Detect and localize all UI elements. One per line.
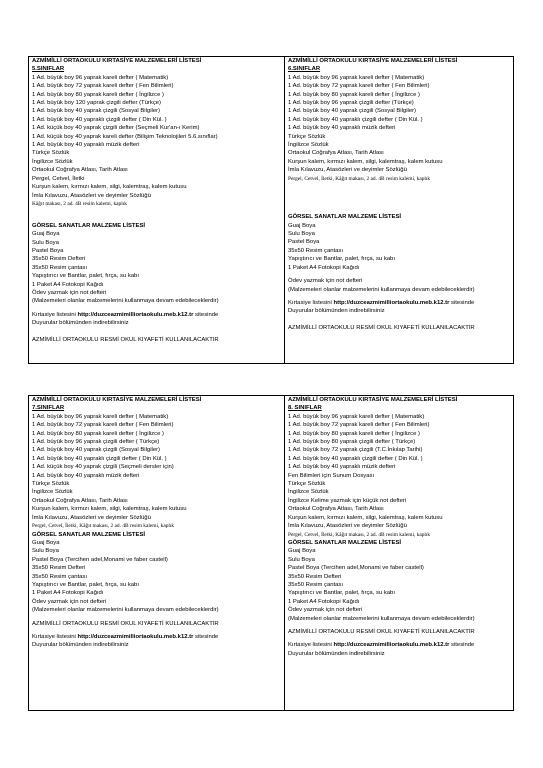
list-item: Sulu Boya bbox=[32, 548, 59, 555]
list-item: 1 Ad. büyük boy 72 yaprak kareli defter ( Fen Bilimleri) bbox=[288, 83, 430, 90]
list-item: Ortaokul Coğrafya Atlası, Tarih Atlası bbox=[32, 167, 128, 174]
supply-list bbox=[32, 413, 281, 531]
grade6-section bbox=[285, 57, 514, 333]
list-item: Pergel, Cetvel, İletki bbox=[32, 175, 85, 182]
art-title: GÖRSEL SANATLAR MALZEME LİSTESİ bbox=[32, 531, 146, 538]
list-item: 1 Ad. büyük boy 80 yaprak çizgili defter ( Türkçe) bbox=[288, 439, 416, 446]
list-item: Sulu Boya bbox=[288, 231, 315, 238]
website-link[interactable]: http://duzceazmimilliortaokulu.meb.k12.tr bbox=[333, 299, 450, 306]
list-item: 1 Ad. büyük boy 96 yaprak çizgili defter (Türkçe) bbox=[288, 100, 414, 107]
class-heading: 8. SINIFLAR bbox=[288, 405, 322, 412]
list-item: 35x50 Resim çantası bbox=[288, 581, 344, 588]
list-item: İngilizce Sözlük bbox=[288, 142, 329, 149]
list-item: Guaj Boya bbox=[32, 539, 60, 546]
list-item: 1 Ad. büyük boy 120 yaprak çizgili defter (Türkçe) bbox=[32, 100, 162, 107]
list-item: 1 Ad. büyük boy 96 yaprak kareli defter ( Matematik) bbox=[288, 413, 425, 420]
list-item: Sulu Boya bbox=[32, 239, 59, 246]
art-title: GÖRSEL SANATLAR MALZEME LİSTESİ bbox=[32, 222, 146, 229]
list-item: Pastel Boya bbox=[288, 239, 320, 246]
section-title: AZMİMİLLİ ORTAOKULU KIRTASİYE MALZEMELERİ LİSTESİ bbox=[32, 397, 202, 403]
list-item: Yapıştırıcı ve Bantlar, palet, fırça, su kabı bbox=[288, 256, 395, 263]
art-title: GÖRSEL SANATLAR MALZEME LİSTESİ bbox=[288, 214, 402, 221]
list-item: Ortaokul Coğrafya Atlası, Tarih Atlası bbox=[32, 497, 128, 504]
list-item: Kurşun kalem, kırmızı kalem, silgi, kalemtraş, kalem kutusu bbox=[288, 158, 443, 165]
list-item: 1 Ad. büyük boy 80 yaprak kareli defter ( İngilizce ) bbox=[32, 430, 164, 437]
list-item: (Malzemeleri olanlar malzemelerini kullanmaya devam edebileceklerdir) bbox=[288, 615, 475, 622]
section-title: AZMİMİLLİ ORTAOKULU KIRTASİYE MALZEMELERİ LİSTESİ bbox=[288, 397, 458, 403]
list-item: (Malzemeleri olanlar malzemelerini kullanmaya devam edebileceklerdir) bbox=[32, 298, 219, 305]
list-item: 1 Ad. büyük boy 40 yaprak çizgili (Sosyal Bilgiler) bbox=[32, 108, 161, 115]
list-item: (Malzemeleri olanlar malzemelerini kullanmaya devam edebileceklerdir) bbox=[32, 607, 219, 614]
uniform-note: AZMİMİLLİ ORTAOKULU RESMİ OKUL KIYAFETİ KULLANILACAKTIR bbox=[288, 628, 475, 635]
list-item: 1 Paket A4 Fotokopi Kağıdı bbox=[32, 590, 104, 597]
list-item: Türkçe Sözlük bbox=[32, 150, 70, 157]
section-title: AZMİMİLLİ ORTAOKULU KIRTASİYE MALZEMELERİ LİSTESİ bbox=[288, 58, 458, 64]
website-link[interactable]: http://duzceazmimilliortaokulu.meb.k12.tr bbox=[77, 311, 194, 318]
list-item: Pastel Boya (Tercihen adel,Monami ve faber castell) bbox=[288, 565, 424, 572]
list-item: 35x50 Resim çantası bbox=[288, 247, 344, 254]
list-item: 1 Ad. büyük boy 72 yaprak kareli defter ( Fen Bilimleri) bbox=[288, 422, 430, 429]
list-item: 1 Ad. büyük boy 96 yaprak kareli defter ( Matematik) bbox=[32, 74, 169, 81]
list-item: Kurşun kalem, kırmızı kalem, silgi, kalemtraş, kalem kutusu bbox=[32, 184, 187, 191]
list-item: 1 Ad. büyük boy 40 yapraklı müzik defteri bbox=[288, 464, 396, 471]
list-item: İngilizce Kelime yazmak için küçük not defteri bbox=[288, 497, 407, 504]
class-heading: 7.SINIFLAR bbox=[32, 405, 65, 412]
uniform-note: AZMİMİLLİ ORTAOKULU RESMİ OKUL KIYAFETİ KULLANILACAKTIR bbox=[288, 325, 475, 332]
list-item: Yapıştırıcı ve Bantlar, palet, fırça, su kabı bbox=[32, 273, 139, 280]
list-item: Pergel, Cetvel, İletki, Kâğıt makası, 2 ad. 4B resim kalemi, kaplık bbox=[288, 531, 431, 538]
list-item: 1 Ad. büyük boy 96 yaprak kareli defter ( Matematik) bbox=[288, 74, 425, 81]
list-item: Ödev yazmak için not defteri bbox=[32, 289, 107, 296]
art-list bbox=[288, 547, 511, 623]
list-item: Ödev yazmak için not defteri bbox=[32, 598, 107, 605]
list-item: Yapıştırıcı ve Bantlar, palet, fırça, su kabı bbox=[288, 590, 395, 597]
announcement-note: Duyurular bölümünden indirebilirsiniz bbox=[288, 650, 385, 657]
list-item: 1 Ad. büyük boy 72 yaprak kareli defter ( Fen Bilimleri) bbox=[32, 83, 174, 90]
website-link[interactable]: http://duzceazmimilliortaokulu.meb.k12.tr bbox=[333, 642, 450, 649]
list-item: Pastel Boya (Tercihen adel,Monami ve faber castell) bbox=[32, 556, 168, 563]
list-item: 1 Ad. büyük boy 40 yapraklı müzik defteri bbox=[32, 472, 140, 479]
list-item: İngilizce Sözlük bbox=[288, 489, 329, 496]
announcement-note: Duyurular bölümünden indirebilirsiniz bbox=[32, 642, 129, 649]
list-item: 1 Ad. büyük boy 40 yaprak çizgili (Sosyal Bilgiler) bbox=[32, 447, 161, 454]
list-item: (Malzemeleri olanlar malzemelerini kullanmaya devam edebileceklerdir) bbox=[288, 286, 475, 293]
list-item: Pergel, Cetvel, İletki, Kâğıt makası, 2 ad. 4B resim kalemi, kaplık bbox=[32, 523, 175, 530]
list-item: 1 Ad. küçük boy 40 yaprak çizgili (Seçmeli dersler için) bbox=[32, 464, 174, 471]
grade5-section bbox=[29, 57, 284, 344]
website-note: Kırtasiye listesini http://duzceazmimilliortaokulu.meb.k12.tr sitesinde bbox=[32, 633, 219, 640]
list-item: 1 Ad. büyük boy 96 yaprak kareli defter ( Matematik) bbox=[32, 413, 169, 420]
list-item: Ödev yazmak için not defteri bbox=[288, 607, 363, 614]
uniform-note: AZMİMİLLİ ORTAOKULU RESMİ OKUL KIYAFETİ KULLANILACAKTIR bbox=[32, 336, 219, 343]
list-item: 1 Ad. büyük boy 80 yaprak kareli defter ( İngilizce ) bbox=[288, 430, 420, 437]
art-list bbox=[32, 539, 281, 615]
art-list bbox=[32, 230, 281, 306]
list-item: İmla Kılavuzu, Atasözleri ve deyimler Sözlüğü bbox=[32, 192, 151, 199]
list-item: 1 Paket A4 Fotokopi Kağıdı bbox=[288, 598, 360, 605]
grade8-section bbox=[285, 396, 514, 658]
art-title: GÖRSEL SANATLAR MALZEME LİSTESİ bbox=[288, 539, 402, 546]
class-heading: 6.SINIFLAR bbox=[288, 66, 321, 73]
list-item: 1 Ad. büyük boy 80 yaprak kareli defter ( İngilizce ) bbox=[288, 91, 420, 98]
list-item: İngilizce Sözlük bbox=[32, 158, 73, 165]
list-item: 1 Ad. büyük boy 40 yapraklı çizgili defter ( Din Kül. ) bbox=[288, 116, 423, 123]
list-item: 1 Ad. büyük boy 80 yaprak kareli defter ( İngilizce ) bbox=[32, 91, 164, 98]
list-item: 35x50 Resim Defteri bbox=[32, 565, 86, 572]
list-item: 35x50 Resim Defteri bbox=[32, 256, 86, 263]
list-item: Sulu Boya bbox=[288, 556, 315, 563]
list-item: Türkçe Sözlük bbox=[288, 481, 326, 488]
art-list bbox=[288, 222, 511, 294]
website-note: Kırtasiye listesini http://duzceazmimilliortaokulu.meb.k12.tr sitesinde bbox=[288, 299, 475, 306]
list-item: 1 Ad. büyük boy 72 yaprak kareli defter ( Fen Bilimleri) bbox=[32, 422, 174, 429]
list-item: Ortaokul Coğrafya Atlası, Tarih Atlası bbox=[288, 506, 384, 513]
list-item: 1 Ad. büyük boy 96 yaprak çizgili defter ( Türkçe) bbox=[32, 439, 160, 446]
list-item: İmla Kılavuzu, Atasözleri ve deyimler Sözlüğü bbox=[288, 167, 407, 174]
list-item: 35x50 Resim çantası bbox=[32, 264, 88, 271]
list-item: 1 Ad. büyük boy 40 yapraklı çizgili defter ( Din Kül. ) bbox=[32, 455, 167, 462]
list-item: Ortaokul Coğrafya Atlası, Tarih Atlası bbox=[288, 150, 384, 157]
list-item: 1 Ad. büyük boy 40 yapraklı çizgili defter ( Din Kül. ) bbox=[288, 455, 423, 462]
list-item: 1 Ad. büyük boy 40 yapraklı müzik defteri bbox=[32, 142, 140, 149]
list-item: İmla Kılavuzu, Atasözleri ve deyimler Sözlüğü bbox=[288, 523, 407, 530]
list-item: Pergel, Cetvel, İletki, Kâğıt makası, 2 ad. 4B resim kalemi, kaplık bbox=[288, 175, 431, 182]
list-item: Guaj Boya bbox=[288, 222, 316, 229]
list-item: 1 Paket A4 Fotokopi Kağıdı bbox=[32, 281, 104, 288]
list-item: 1 Ad. küçük boy 40 yaprak kareli defter (Bilişim Teknolojileri 5.6.sınıflar) bbox=[32, 133, 218, 140]
list-item: Türkçe Sözlük bbox=[32, 481, 70, 488]
list-item: 1 Ad. büyük boy 72 yaprak çizgili (T.C.İnkılap Tarihi) bbox=[288, 447, 423, 454]
list-item: İngilizce Sözlük bbox=[32, 489, 73, 496]
uniform-note: AZMİMİLLİ ORTAOKULU RESMİ OKUL KIYAFETİ KULLANILACAKTIR bbox=[32, 620, 219, 627]
list-item: Ödev yazmak için not defteri bbox=[288, 278, 363, 285]
list-item: Kurşun kalem, kırmızı kalem, silgi, kalemtraş, kalem kutusu bbox=[32, 506, 187, 513]
list-item: 35x50 Resim Defteri bbox=[288, 573, 342, 580]
list-item: İmla Kılavuzu, Atasözleri ve deyimler Sözlüğü bbox=[32, 514, 151, 521]
supply-list bbox=[288, 74, 511, 183]
list-item: Guaj Boya bbox=[288, 548, 316, 555]
list-item: Kâğıt makası, 2 ad. 4B resim kalemi, kaplık bbox=[32, 200, 127, 207]
list-item: 1 Paket A4 Fotokopi Kağıdı bbox=[288, 264, 360, 271]
list-item: Kurşun kalem, kırmızı kalem, silgi, kalemtraş, kalem kutusu bbox=[288, 514, 443, 521]
list-item: 1 Ad. küçük boy 40 yaprak çizgili defter (Seçmeli Kur'an-ı Kerim) bbox=[32, 125, 200, 132]
list-item: Pastel Boya bbox=[32, 247, 64, 254]
list-item: Guaj Boya bbox=[32, 231, 60, 238]
website-link[interactable]: http://duzceazmimilliortaokulu.meb.k12.tr bbox=[77, 633, 194, 640]
list-item: 1 Ad. büyük boy 40 yaprak çizgili (Sosyal Bilgiler) bbox=[288, 108, 417, 115]
list-item: 1 Ad. büyük boy 40 yapraklı çizgili defter ( Din Kül. ) bbox=[32, 116, 167, 123]
list-item: Yapıştırıcı ve Bantlar, palet, fırça, su kabı bbox=[32, 581, 139, 588]
class-heading: 5.SINIFLAR bbox=[32, 66, 65, 73]
list-item: Türkçe Sözlük bbox=[288, 133, 326, 140]
supply-list bbox=[288, 413, 511, 539]
website-note: Kırtasiye listesini http://duzceazmimilliortaokulu.meb.k12.tr sitesinde bbox=[32, 311, 219, 318]
announcement-note: Duyurular bölümünden indirebilirsiniz bbox=[288, 308, 385, 315]
section-title: AZMİMİLLİ ORTAOKULU KIRTASİYE MALZEMELERİ LİSTESİ bbox=[32, 58, 202, 64]
announcement-note: Duyurular bölümünden indirebilirsiniz bbox=[32, 320, 129, 327]
grade7-section bbox=[29, 396, 284, 650]
website-note: Kırtasiye listesini http://duzceazmimilliortaokulu.meb.k12.tr sitesinde bbox=[288, 642, 475, 649]
list-item: 1 Ad. büyük boy 40 yapraklı müzik defteri bbox=[288, 125, 396, 132]
supply-list bbox=[32, 74, 281, 209]
list-item: Fen Bilimleri için Sunum Dosyası bbox=[288, 472, 375, 479]
list-item: 35x50 Resim çantası bbox=[32, 573, 88, 580]
